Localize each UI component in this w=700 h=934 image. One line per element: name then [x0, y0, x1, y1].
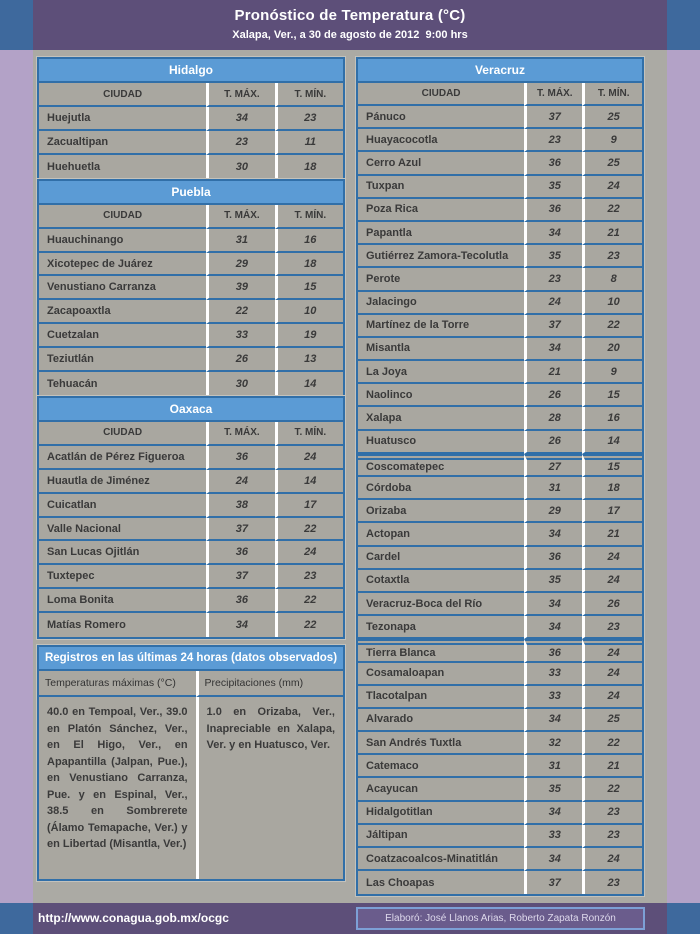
city-cell: Tierra Blanca [358, 639, 524, 662]
table-row [358, 83, 642, 106]
city-cell: Alvarado [358, 709, 524, 732]
tmin-cell: 24 [275, 541, 343, 565]
table-row [39, 565, 343, 589]
state-table-veracruz [356, 57, 644, 896]
table-row [358, 315, 642, 338]
table-row [39, 83, 343, 107]
tmin-cell: 20 [582, 338, 642, 361]
tmax-cell: 26 [524, 384, 582, 407]
tmax-cell: 36 [524, 152, 582, 175]
city-cell: Actopan [358, 523, 524, 546]
city-cell: Jalacingo [358, 292, 524, 315]
table-row [39, 446, 343, 470]
footer-url: http://www.conagua.gob.mx/ocgc [38, 911, 229, 925]
tmin-cell: 24 [582, 570, 642, 593]
tmax-cell: 26 [524, 431, 582, 454]
tmin-cell: 21 [582, 523, 642, 546]
table-row [39, 253, 343, 277]
tmax-cell: 36 [524, 547, 582, 570]
registros-col-header-precip: Precipitaciones (mm) [196, 671, 343, 697]
city-cell: Córdoba [358, 477, 524, 500]
city-cell: Zacapoaxtla [39, 300, 206, 324]
col-header-city: CIUDAD [39, 205, 206, 229]
tmax-cell: 36 [206, 446, 274, 470]
tmin-cell: 17 [275, 494, 343, 518]
tmin-cell: 24 [582, 547, 642, 570]
tmax-cell: 34 [524, 802, 582, 825]
table-row [39, 494, 343, 518]
city-cell: Xalapa [358, 407, 524, 430]
tmin-cell: 9 [582, 361, 642, 384]
tmax-cell: 35 [524, 778, 582, 801]
tmax-cell: 23 [524, 129, 582, 152]
tmin-cell: 22 [582, 778, 642, 801]
tmin-cell: 11 [275, 131, 343, 155]
tmin-cell: 25 [582, 106, 642, 129]
table-row [358, 59, 642, 83]
tmax-cell: 33 [524, 686, 582, 709]
tmax-cell: 31 [206, 229, 274, 253]
page-title: Pronóstico de Temperatura (°C) [234, 7, 466, 24]
city-cell: Valle Nacional [39, 518, 206, 542]
tmin-cell: 23 [275, 107, 343, 131]
city-cell: Perote [358, 268, 524, 291]
city-cell: Jáltipan [358, 825, 524, 848]
city-cell: Naolinco [358, 384, 524, 407]
city-cell: Cuicatlan [39, 494, 206, 518]
city-cell: Las Choapas [366, 876, 435, 889]
table-row [358, 454, 642, 477]
col-header-city: CIUDAD [358, 83, 524, 106]
tmax-cell: 34 [524, 338, 582, 361]
table-row [39, 131, 343, 155]
tmin-cell: 24 [275, 446, 343, 470]
corner-accent-bottom-right [667, 903, 700, 934]
table-row [358, 709, 642, 732]
city-cell: Veracruz-Boca del Río [358, 593, 524, 616]
table-row [358, 268, 642, 291]
table-row [358, 129, 642, 152]
table-row [358, 384, 642, 407]
table-row [39, 589, 343, 613]
table-row [39, 613, 343, 637]
content-panel [33, 50, 667, 903]
bottom-bar [0, 903, 700, 934]
tmin-cell: 25 [582, 709, 642, 732]
city-cell: Huehuetla [47, 160, 101, 173]
tmin-cell: 14 [275, 372, 343, 396]
tmin-cell: 14 [275, 470, 343, 494]
city-cell: Papantla [358, 222, 524, 245]
city-cell: Tuxpan [358, 176, 524, 199]
city-cell: Acatlán de Pérez Figueroa [39, 446, 206, 470]
table-row [39, 398, 343, 422]
tmax-cell: 35 [524, 176, 582, 199]
col-header-tmin: T. MÍN. [582, 83, 642, 106]
table-title: Hidalgo [39, 59, 343, 83]
table-title: Oaxaca [39, 398, 343, 422]
tmin-cell: 10 [582, 292, 642, 315]
tmin-cell: 25 [582, 152, 642, 175]
tmin-cell: 23 [582, 825, 642, 848]
table-row [358, 338, 642, 361]
tmax-cell: 22 [206, 300, 274, 324]
city-cell: Huautla de Jiménez [39, 470, 206, 494]
tmax-cell: 31 [524, 477, 582, 500]
city-cell: Zacualtipan [39, 131, 206, 155]
tmin-cell: 26 [582, 593, 642, 616]
tmin-cell: 22 [582, 199, 642, 222]
tmin-cell: 17 [582, 500, 642, 523]
city-cell: Cerro Azul [358, 152, 524, 175]
col-header-tmin: T. MÍN. [275, 83, 343, 107]
tmax-cell: 36 [524, 639, 582, 662]
page-subtitle: Xalapa, Ver., a 30 de agosto de 2012 9:00 hrs [232, 29, 468, 41]
tmax-cell: 24 [524, 292, 582, 315]
table-row [358, 477, 642, 500]
city-cell: Coscomatepec [358, 454, 524, 477]
table-row [358, 152, 642, 175]
registros-precip-text: 1.0 en Orizaba, Ver., Inapreciable en Xalapa, Ver. y en Huatusco, Ver. [196, 697, 343, 879]
tmax-cell: 33 [524, 663, 582, 686]
table-row [358, 686, 642, 709]
tmin-cell: 22 [275, 518, 343, 542]
tmax-cell: 36 [524, 199, 582, 222]
tmax-cell: 33 [206, 324, 274, 348]
table-row [39, 372, 343, 396]
tmax-cell: 36 [206, 541, 274, 565]
tmin-cell: 18 [275, 155, 343, 179]
tmin-cell: 18 [582, 477, 642, 500]
tmax-cell: 29 [206, 253, 274, 277]
table-row [358, 871, 642, 894]
tmax-cell: 35 [524, 245, 582, 268]
tmin-cell: 16 [582, 407, 642, 430]
city-cell: Cardel [358, 547, 524, 570]
table-row [39, 470, 343, 494]
tmin-cell: 23 [275, 565, 343, 589]
registros-col-header-temps: Temperaturas máximas (°C) [39, 671, 196, 697]
tmin-cell: 23 [582, 616, 642, 639]
table-row [39, 518, 343, 542]
city-cell: Huejutla [39, 107, 206, 131]
table-row [358, 663, 642, 686]
tmin-cell: 24 [582, 848, 642, 871]
tmin-cell: 22 [582, 732, 642, 755]
table-row [39, 205, 343, 229]
tmin-cell: 24 [582, 686, 642, 709]
tmax-cell: 26 [206, 348, 274, 372]
tmin-cell: 13 [275, 348, 343, 372]
city-cell: Acayucan [358, 778, 524, 801]
tmin-cell: 21 [582, 755, 642, 778]
corner-accent-top-right [667, 0, 700, 50]
tmax-cell: 36 [206, 589, 274, 613]
tmin-cell: 23 [582, 802, 642, 825]
tmax-cell: 39 [206, 276, 274, 300]
tmax-cell: 27 [524, 454, 582, 477]
table-row [358, 616, 642, 639]
tmax-cell: 37 [206, 518, 274, 542]
tmax-cell: 23 [206, 131, 274, 155]
table-row [39, 422, 343, 446]
city-cell: San Lucas Ojitlán [39, 541, 206, 565]
table-row [39, 59, 343, 83]
city-cell: Tehuacán [47, 377, 98, 390]
city-cell: Huatusco [358, 431, 524, 454]
table-row [358, 361, 642, 384]
table-row [358, 176, 642, 199]
col-header-city: CIUDAD [39, 83, 206, 107]
table-row [358, 778, 642, 801]
credit-box [356, 907, 645, 930]
tmin-cell: 8 [582, 268, 642, 291]
table-row [358, 222, 642, 245]
tmax-cell: 34 [524, 523, 582, 546]
col-header-tmin: T. MÍN. [275, 205, 343, 229]
tmax-cell: 21 [524, 361, 582, 384]
city-cell: Gutiérrez Zamora-Tecolutla [358, 245, 524, 268]
col-header-tmax: T. MÁX. [206, 83, 274, 107]
tmin-cell: 23 [582, 871, 642, 894]
tmax-cell: 29 [524, 500, 582, 523]
table-row [39, 697, 343, 879]
table-row [358, 848, 642, 871]
table-row [358, 106, 642, 129]
table-row [39, 276, 343, 300]
state-table-oaxaca [37, 396, 345, 639]
table-row [39, 107, 343, 131]
tmin-cell: 21 [582, 222, 642, 245]
table-row [39, 300, 343, 324]
tmin-cell: 14 [582, 431, 642, 454]
left-column [37, 57, 345, 903]
table-row [39, 541, 343, 565]
table-row [358, 639, 642, 662]
tmin-cell: 22 [275, 589, 343, 613]
tmin-cell: 18 [275, 253, 343, 277]
tmax-cell: 37 [524, 106, 582, 129]
table-row [358, 407, 642, 430]
city-cell: Matías Romero [47, 619, 126, 632]
tmin-cell: 10 [275, 300, 343, 324]
table-row [39, 647, 343, 671]
tmin-cell: 22 [582, 315, 642, 338]
tmax-cell: 34 [524, 222, 582, 245]
tmax-cell: 32 [524, 732, 582, 755]
table-row [358, 593, 642, 616]
right-column-tables [356, 57, 644, 896]
city-cell: Hidalgotitlan [358, 802, 524, 825]
corner-accent-top-left [0, 0, 33, 50]
table-row [39, 324, 343, 348]
city-cell: Cosamaloapan [358, 663, 524, 686]
table-row [358, 570, 642, 593]
city-cell: Loma Bonita [39, 589, 206, 613]
city-cell: Tuxtepec [39, 565, 206, 589]
table-row [358, 500, 642, 523]
table-title: Puebla [39, 181, 343, 205]
city-cell: Cuetzalan [39, 324, 206, 348]
city-cell: Coatzacoalcos-Minatitlán [358, 848, 524, 871]
tmax-cell: 38 [206, 494, 274, 518]
city-cell: Tezonapa [358, 616, 524, 639]
tmin-cell: 24 [582, 176, 642, 199]
table-row [358, 732, 642, 755]
table-row [358, 547, 642, 570]
tmin-cell: 15 [275, 276, 343, 300]
tmax-cell: 30 [206, 372, 274, 396]
tmax-cell: 37 [524, 315, 582, 338]
col-header-city: CIUDAD [39, 422, 206, 446]
tmax-cell: 34 [524, 593, 582, 616]
city-cell: Martínez de la Torre [358, 315, 524, 338]
col-header-tmax: T. MÁX. [206, 205, 274, 229]
tmax-cell: 34 [524, 616, 582, 639]
tmax-cell: 34 [206, 107, 274, 131]
table-row [358, 292, 642, 315]
tmax-cell: 24 [206, 470, 274, 494]
tmax-cell: 30 [206, 155, 274, 179]
col-header-tmin: T. MÍN. [275, 422, 343, 446]
tmin-cell: 15 [582, 454, 642, 477]
tmax-cell: 23 [524, 268, 582, 291]
city-cell: Poza Rica [358, 199, 524, 222]
city-cell: San Andrés Tuxtla [358, 732, 524, 755]
table-row [39, 348, 343, 372]
tmax-cell: 37 [524, 871, 582, 894]
table-row [39, 671, 343, 697]
tmax-cell: 33 [524, 825, 582, 848]
city-cell: Xicotepec de Juárez [39, 253, 206, 277]
tmin-cell: 22 [275, 613, 343, 637]
tmin-cell: 24 [582, 639, 642, 662]
registros-title: Registros en las últimas 24 horas (datos observados) [39, 647, 343, 671]
table-row [39, 155, 343, 179]
tmax-cell: 35 [524, 570, 582, 593]
tmax-cell: 34 [206, 613, 274, 637]
corner-accent-bottom-left [0, 903, 33, 934]
tmin-cell: 24 [582, 663, 642, 686]
tmin-cell: 16 [275, 229, 343, 253]
col-header-tmax: T. MÁX. [206, 422, 274, 446]
city-cell: Venustiano Carranza [39, 276, 206, 300]
tmax-cell: 31 [524, 755, 582, 778]
city-cell: Tlacotalpan [358, 686, 524, 709]
col-header-tmax: T. MÁX. [524, 83, 582, 106]
table-row [358, 825, 642, 848]
credit-text: Elaboró: José Llanos Arias, Roberto Zapata Ronzón [385, 913, 616, 924]
city-cell: La Joya [358, 361, 524, 384]
state-table-puebla [37, 179, 345, 398]
registros-temps-text: 40.0 en Tempoal, Ver., 39.0 en Platón Sánchez, Ver., en El Higo, Ver., en Apapantilla (Jalpan, Pue.), en Venustiano Carranza, Pue. y en Espinal, Ver., 38.5 en Sombrerete (Álamo Temapache, Ver.) y en Libertad (Misantla, Ver.) [47, 706, 188, 851]
top-bar [0, 0, 700, 50]
city-cell: Teziutlán [39, 348, 206, 372]
table-title: Veracruz [358, 59, 642, 83]
tmax-cell: 37 [206, 565, 274, 589]
table-row [358, 802, 642, 825]
table-row [358, 199, 642, 222]
city-cell: Catemaco [358, 755, 524, 778]
city-cell: Misantla [358, 338, 524, 361]
city-cell: Cotaxtla [358, 570, 524, 593]
tmax-cell: 28 [524, 407, 582, 430]
city-cell: Huauchinango [39, 229, 206, 253]
city-cell: Orizaba [358, 500, 524, 523]
registros-table [37, 645, 345, 881]
table-row [358, 245, 642, 268]
left-column-tables [37, 57, 345, 639]
tmax-cell: 34 [524, 709, 582, 732]
table-row [39, 229, 343, 253]
state-table-hidalgo [37, 57, 345, 181]
city-cell: Pánuco [358, 106, 524, 129]
table-row [39, 181, 343, 205]
table-row [358, 755, 642, 778]
tmax-cell: 34 [524, 848, 582, 871]
tmin-cell: 15 [582, 384, 642, 407]
right-column [356, 57, 644, 903]
table-row [358, 523, 642, 546]
city-cell: Huayacocotla [358, 129, 524, 152]
tmin-cell: 19 [275, 324, 343, 348]
tmin-cell: 23 [582, 245, 642, 268]
table-row [358, 431, 642, 454]
tmin-cell: 9 [582, 129, 642, 152]
